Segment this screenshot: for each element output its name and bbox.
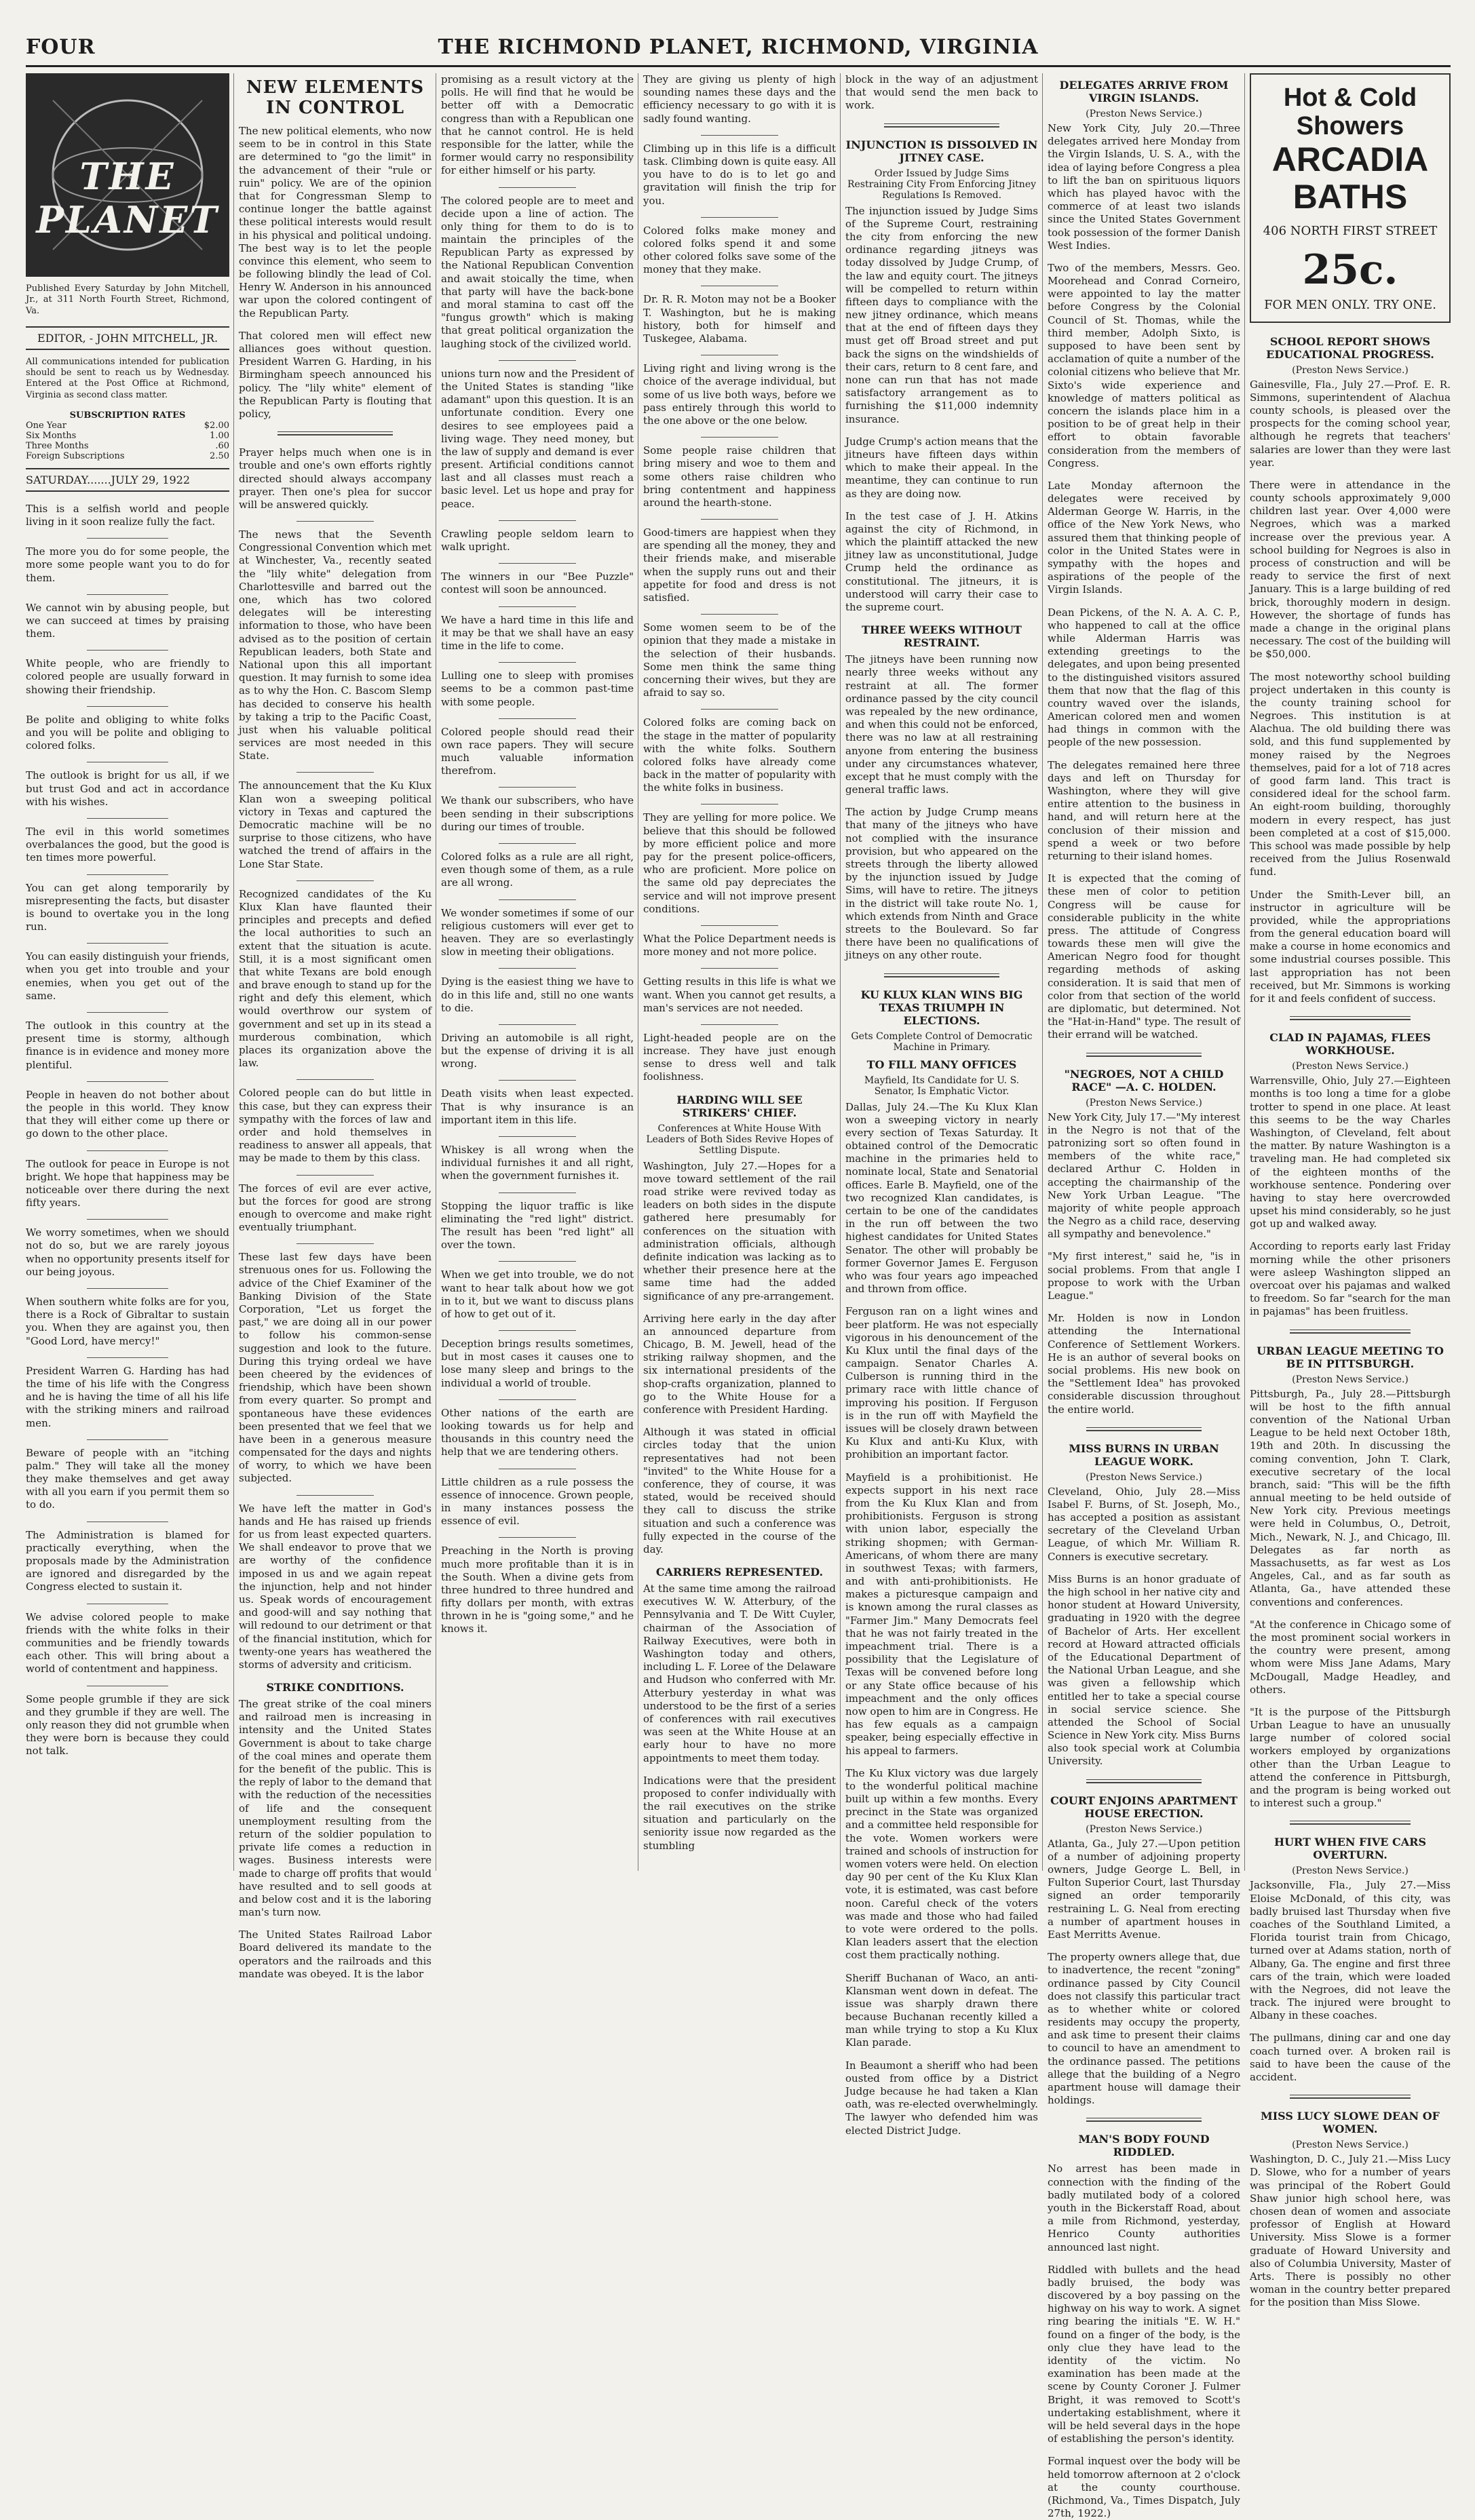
news-service-credit: (Preston News Service.) bbox=[1292, 1061, 1409, 1072]
separator bbox=[499, 1080, 576, 1081]
paragraph: The colored people are to meet and decide upon a line of action. The only thing for them to do is to maintain the principles of the Republican Party as expressed by the National Republican Convention and await stoically the time, when that party will have the back-bone and moral stamina to cast off the "fungus growth" which is making that great political organization the laughing stock of the civilized world. bbox=[441, 194, 634, 350]
article-body bbox=[845, 205, 1038, 615]
paragraph: "My first interest," said he, "is in social problems. From that angle I propose to work with the Urban League." bbox=[1048, 1250, 1240, 1302]
article-body bbox=[1250, 1879, 1451, 2084]
article-continuation: block in the way of an adjustment that would send the men back to work. bbox=[845, 73, 1038, 112]
column-rule bbox=[840, 73, 841, 1871]
headline-ku-klux-klan: KU KLUX KLAN WINS BIG TEXAS TRIUMPH IN ELECTIONS. bbox=[860, 988, 1023, 1027]
paragraph: Be polite and obliging to white folks and you will be polite and obliging to colored folks. bbox=[26, 713, 229, 752]
article-body bbox=[845, 653, 1038, 962]
paragraph: The more you do for some people, the more some people want you to do for them. bbox=[26, 545, 229, 584]
separator bbox=[499, 899, 576, 900]
paragraph: There were in attendance in the county schools approximately 9,000 children last year. Over 4,000 were Negroes, which was a marked increase over the previous year. A school building for Negroes is also in process of construction and will be ready to service the first of next January. This is a large building of red brick, thoroughly modern in design. However, the shortage of funds has made a change in the original plans necessary. The cost of the building will be $50,000. bbox=[1250, 478, 1451, 661]
subscription-rates bbox=[26, 410, 229, 461]
article-body bbox=[1048, 1111, 1240, 1416]
paragraph: Some women seem to be of the opinion that they made a mistake in the selection of their husbands. Some men think the same thing concerning their wives, but they are afraid to say so. bbox=[643, 621, 836, 699]
paragraph: Other nations of the earth are looking towards us for help and thousands in this country need the help that we are tendering others. bbox=[441, 1406, 634, 1458]
paragraph: promising as a result victory at the polls. He will find that he would be better off with a Democratic congress than with a Republican one that he cannot control. He is held responsible for the latter, while the former would carry no responsibility for either himself or his party. bbox=[441, 73, 634, 177]
rates-title: SUBSCRIPTION RATES bbox=[69, 410, 186, 421]
paragraph: The outlook for peace in Europe is not bright. We hope that happiness may be noticeable over there during the next fifty years. bbox=[26, 1157, 229, 1209]
paragraph: Getting results in this life is what we want. When you cannot get results, a man's services are not needed. bbox=[643, 975, 836, 1014]
paragraph: New York City, July 17.—"My interest in the Negro is not that of the patronizing sort so often found in members of the white race," declared Arthur C. Holden in accepting the chairmanship of the New York Urban League. "The majority of white people approach the Negro as a child race, deserving all sympathy and benevolence." bbox=[1048, 1110, 1240, 1241]
paragraph: The announcement that the Ku Klux Klan won a sweeping political victory in Texas and captured the Democratic machine will be no surprise to those citizens, who have watched the trend of affairs in the Lone Star State. bbox=[239, 779, 432, 870]
running-head bbox=[26, 27, 1451, 67]
paragraph: Colored people should read their own race papers. They will secure much valuable information therefrom. bbox=[441, 725, 634, 777]
separator bbox=[1290, 2095, 1411, 2099]
headline-three-weeks: THREE WEEKS WITHOUT RESTRAINT. bbox=[862, 623, 1022, 650]
column-5 bbox=[845, 73, 1038, 2137]
paragraph: We have a hard time in this life and it may be that we shall have an easy time in the life to come. bbox=[441, 613, 634, 652]
separator bbox=[87, 538, 168, 539]
subheadline: Mayfield, Its Candidate for U. S. Senator, Is Emphatic Victor. bbox=[864, 1074, 1020, 1097]
paragraph: The great strike of the coal miners and railroad men is increasing in intensity and the United States Government is about to take charge of the coal mines and operate them for the benefit of the public. This is the reply of labor to the demand that with the reduction of the necessities of life and the consequent unemployment resulting from the return of the soldier population to private life comes a reduction in wages. Business interests were made to charge off profits that would have resulted and to sell goods at and below cost and it is the laboring man's turn now. bbox=[239, 1698, 432, 1919]
headline-court: COURT ENJOINS APARTMENT HOUSE ERECTION. bbox=[1050, 1794, 1238, 1820]
paragraph: Light-headed people are on the increase. They have just enough sense to dress well and talk foolishness. bbox=[643, 1031, 836, 1083]
planet-logo bbox=[26, 73, 229, 277]
logo-text: THE PLANET bbox=[36, 155, 219, 241]
paragraph: At the same time among the railroad executives W. W. Atterbury, of the Pennsylvania and T. De Witt Cuyler, chairman of the Association of Railway Executives, were both in Washington today and others, including L. F. Loree of the Delaware and Hudson who conferred with Mr. Atterbury yesterday in what was understood to be the first of a series of conferences with rail executives was seen at the White House at an early hour to have no more appointments to meet them today. bbox=[643, 1583, 836, 1764]
paragraph: The most noteworthy school building project undertaken in this county is the county training school for Negroes. This institution is at Alachua. The old building there was sold, and this fund supplemented by money raised by the Negroes themselves, paid for a lot of 718 acres of good farm land. This tract is considered ideal for the school farm. An eight-room building, thoroughly modern in every respect, has just been completed at a cost of $15,000. This school was made possible by help received from the Julius Rosenwald fund. bbox=[1250, 670, 1451, 878]
paragraph: The outlook is bright for us all, if we but trust God and act in accordance with his wishes. bbox=[26, 769, 229, 808]
separator bbox=[499, 787, 576, 788]
paragraph: The action by Judge Crump means that many of the jitneys who have not complied with the insurance provision, but who appeared on the streets through the liberty allowed by the injunction issued by Judge Sims, will have to retire. The jitneys in the district will take route No. 1, which extends from Ninth and Grace streets to the Boulevard. So far there have been no qualifications of jitneys on any other route. bbox=[845, 806, 1038, 962]
ad-headline: Hot & Cold Showers bbox=[1283, 83, 1417, 140]
headline-virgin-islands: DELEGATES ARRIVE FROM VIRGIN ISLANDS. bbox=[1059, 79, 1229, 104]
paragraph: Death visits when least expected. That is why insurance is an important item in this life. bbox=[441, 1087, 634, 1126]
column-rule bbox=[1042, 73, 1043, 1871]
paragraph: We worry sometimes, when we should not do so, but we are rarely joyous when no opportunity presents itself for our being joyous. bbox=[26, 1226, 229, 1278]
page-number: FOUR bbox=[26, 35, 96, 59]
submission-notice: All communications intended for publication should be sent to reach us by Wednesday. Entered at the Post Office at Richmond, Virginia as second class matter. bbox=[26, 356, 229, 400]
article-body bbox=[239, 1698, 432, 1981]
paragraph: "At the conference in Chicago some of the most prominent social workers in the country were present, among whom were Miss Jane Adams, Mary McDougall, Madge Headley, and others. bbox=[1250, 1618, 1451, 1696]
column-6 bbox=[1048, 73, 1240, 2520]
separator bbox=[87, 818, 168, 819]
paragraph: Atlanta, Ga., July 27.—Upon petition of a number of adjoining property owners, Judge George L. Bell, in Fulton Superior Court, last Thursday signed an order temporarily restraining L. G. Neal from erecting a number of apartment houses in East Merritts Avenue. bbox=[1048, 1837, 1240, 1941]
paragraph: Prayer helps much when one is in trouble and one's own efforts rightly directed should always accompany prayer. Then one's plea for succor will be answered quickly. bbox=[239, 446, 432, 511]
newspaper-title: THE RICHMOND PLANET, RICHMOND, VIRGINIA bbox=[438, 35, 1039, 59]
article-body bbox=[239, 446, 432, 1671]
paragraph: Sheriff Buchanan of Waco, an anti-Klansman went down in defeat. The issue was sharply drawn there because Buchanan recently killed a man while trying to stop a Ku Klux Klan parade. bbox=[845, 1971, 1038, 2049]
separator bbox=[87, 706, 168, 707]
paragraph: Ferguson ran on a light wines and beer platform. He was not especially vigorous in his denouncement of the Ku Klux until the final days of the campaign. Senator Charles A. Culberson is running third in the primary race with little chance of improving his position. If Ferguson is in the run off with Mayfield the issues will be closely drawn between Ku Klux and anti-Ku Klux, with prohibition an important factor. bbox=[845, 1305, 1038, 1461]
paragraph: The jitneys have been running now nearly three weeks without any restraint at all. The former ordinance passed by the city council was repealed by the new ordinance, and when this could not be enforced, there was no law at all restraining anyone from entering the business under any circumstances whatever, except that he must comply with the general traffic laws. bbox=[845, 653, 1038, 796]
separator bbox=[499, 1330, 576, 1331]
headline-holden: "NEGROES, NOT A CHILD RACE" —A. C. HOLDEN. bbox=[1064, 1067, 1224, 1093]
separator bbox=[499, 843, 576, 844]
separator bbox=[884, 973, 999, 977]
paragraph: Warrensville, Ohio, July 27.—Eighteen months is too long a time for a globe trotter to spend in one place. At least this seems to be the way Charles Washington, of Cleveland, felt about the matter. By nature Washington is a traveling man. He had completed six of the eighteen months of the workhouse sentence. Pondering over having to stay here overcrowded upset his mind considerably, so he just got up and walked away. bbox=[1250, 1074, 1451, 1230]
news-service-credit: (Preston News Service.) bbox=[1292, 1374, 1409, 1385]
paragraph: You can get along temporarily by misrepresenting the facts, but disaster is bound to overtake you in the long run. bbox=[26, 881, 229, 933]
paragraph: Mayfield is a prohibitionist. He expects support in his next race from the Ku Klux Klan and from prohibitionists. Ferguson is strong with union labor, especially the striking shopmen; with German-Americans, of whom there are many in southwest Texas; with farmers, and with anti-prohibitionists. He makes a picturesque campaign and is known among the rural classes as "Farmer Jim." Many Democrats feel that he was not fairly treated in the impeachment trial. There is a possibility that the Legislature of Texas will be convened before long or any State office because of his impeachment and the only offices now open to him are in Congress. He has few equals as a campaign speaker, being especially effective in his appeal to farmers. bbox=[845, 1471, 1038, 1757]
editorial-paragraphs bbox=[26, 503, 229, 1758]
paragraph: Colored folks are coming back on the stage in the matter of popularity with the white folks. Southern colored folks have already come back in the matter of popularity with the white folks in business. bbox=[643, 716, 836, 794]
separator bbox=[1290, 1330, 1411, 1334]
separator bbox=[499, 606, 576, 607]
rate-row: Six Months 1.00 bbox=[26, 430, 229, 441]
subheadline: Order Issued by Judge Sims Restraining City From Enforcing Jitney Regulations Is Removed. bbox=[847, 168, 1037, 201]
paragraph: The new political elements, who now seem to be in control in this State are determined to "go the limit" in the advancement of their "rule or ruin" policy. We are of the opinion that for Congressman Slemp to continue longer the battle against these political interests would result in his physical and political undoing. The best way is to let the people convince this element, who seem to be following blindly the lead of Col. Henry W. Anderson in his announced war upon the colored contingent of the Republican Party. bbox=[239, 125, 432, 319]
separator bbox=[296, 1079, 374, 1080]
paragraph: In Beaumont a sheriff who had been ousted from office by a District Judge because he had taken a Klan oath, was re-elected overwhelmingly. The lawyer who defended him was elected District Judge. bbox=[845, 2059, 1038, 2137]
paragraph: Two of the members, Messrs. Geo. Moorehead and Conrad Corneiro, were appointed to lay the matter before Congress by the Colonial Council of St. Thomas, while the third member, Adolph Sixto, is supposed to have been sent by acclamation of quite a number of the colonial citizens who believe that Mr. Sixto's wide experience and knowledge of matters political as concern the islands place him in a position to be of great help in their effort to obtain favorable consideration from the members of Congress. bbox=[1048, 261, 1240, 469]
paragraph: According to reports early last Friday morning while the other prisoners were asleep Washington slipped an overcoat over his pajamas and walked to freedom. So far "search for the man in pajamas" has been fruitless. bbox=[1250, 1240, 1451, 1318]
paragraph: Cleveland, Ohio, July 28.—Miss Isabel F. Burns, of St. Joseph, Mo., has accepted a position as assistant secretary of the Cleveland Urban League, of which Mr. William R. Conners is executive secretary. bbox=[1048, 1485, 1240, 1563]
paragraph: Whiskey is all wrong when the individual furnishes it and all right, when the government furnishes it. bbox=[441, 1144, 634, 1182]
paragraph: Pittsburgh, Pa., July 28.—Pittsburgh will be host to the fifth annual convention of the National Urban League to be held next October 18th, 19th and 20th. In discussing the coming convention, John T. Clark, executive secretary of the local branch, said: "This will be the fifth annual meeting to be held outside of New York city. Previous meetings were held in Columbus, O., Detroit, Mich., Newark, N. J., and Chicago, Ill. Delegates as far north as Massachusetts, as far west as Los Angeles, Cal., and as far south as Atlanta, Ga., have attended these conventions and conferences. bbox=[1250, 1387, 1451, 1608]
paragraph: They are giving us plenty of high sounding names these days and the efficiency necessary to go with it is sadly found wanting. bbox=[643, 73, 836, 125]
separator bbox=[296, 772, 374, 773]
ad-price: 25c. bbox=[1302, 246, 1398, 294]
paragraph: Mr. Holden is now in London attending the International Conference of Settlement Workers. He is an author of several books on social problems. His new book on the "Settlement Idea" has provoked considerable discussion throughout the entire world. bbox=[1048, 1312, 1240, 1416]
paragraph: Riddled with bullets and the head badly bruised, the body was discovered by a boy passing on the highway on his way to work. A signet ring bearing the initials "E. W. H." found on a finger of the body, is the only clue they have lead to the identity of the victim. No examination has been made at the scene by County Coroner J. Fulmer Bright, it was removed to Scott's undertaking establishment, where it will be held several days in the hope of establishing the person's identity. bbox=[1048, 2263, 1240, 2445]
headline-miss-burns: MISS BURNS IN URBAN LEAGUE WORK. bbox=[1069, 1441, 1219, 1468]
separator bbox=[1086, 1427, 1202, 1431]
paragraph: You can easily distinguish your friends, when you get into trouble and your enemies, when you get out of the same. bbox=[26, 950, 229, 1002]
separator bbox=[1086, 2118, 1202, 2122]
paragraph: Colored folks as a rule are all right, even though some of them, as a rule are all wrong. bbox=[441, 851, 634, 889]
publisher-line: Published Every Saturday by John Mitchell, Jr., at 311 North Fourth Street, Richmond, Va. bbox=[26, 284, 229, 316]
separator bbox=[296, 1175, 374, 1176]
paragraph: Beware of people with an "itching palm." They will take all the money they make themselves and get away with all you earn if you permit them so to do. bbox=[26, 1446, 229, 1511]
news-service-credit: (Preston News Service.) bbox=[1292, 2139, 1409, 2151]
separator bbox=[499, 563, 576, 564]
article-body bbox=[1048, 1838, 1240, 2108]
separator bbox=[87, 1150, 168, 1151]
paragraph: We cannot win by abusing people, but we can succeed at times by praising them. bbox=[26, 601, 229, 640]
subheadline-offices: TO FILL MANY OFFICES bbox=[866, 1058, 1017, 1071]
paragraph: When we get into trouble, we do not want to hear talk about how we got in to it, but we want to discuss plans of how to get out of it. bbox=[441, 1268, 634, 1320]
separator bbox=[884, 123, 999, 128]
separator bbox=[499, 1261, 576, 1262]
separator bbox=[87, 943, 168, 944]
paragraph: Recognized candidates of the Ku Klux Klan have flaunted their principles and precepts and defied the local authorities to such an extent that the situation is acute. Still, it is a most significant omen that white Texans are bold enough and brave enough to stand up for the right and defy this element, which would overthrow our system of government and set up in its stead a murderous combination, which places its organization above the law. bbox=[239, 887, 432, 1070]
paragraph: We advise colored people to make friends with the white folks in their communities and be friendly towards each other. This will bring about a world of contentment and happiness. bbox=[26, 1610, 229, 1675]
paragraph: Little children as a rule possess the essence of innocence. Grown people, in many instances possess the essence of evil. bbox=[441, 1475, 634, 1528]
paragraph: We have left the matter in God's hands and He has raised up friends for us from least expected quarters. We shall endeavor to prove that we are worthy of the confidence imposed in us and we again repeat the injunction, help and not hinder us. Speak words of encouragement and good-will and say nothing that will redound to our detriment or that of the financial institution, which for twenty-one years has weathered the storms of adversity and criticism. bbox=[239, 1502, 432, 1671]
paragraph: People in heaven do not bother about the people in this world. They know that they will either come up there or go down to the other place. bbox=[26, 1088, 229, 1140]
article-body bbox=[239, 125, 432, 421]
paragraph: Miss Burns is an honor graduate of the high school in her native city and honor student at Howard University, graduating in 1920 with the degree of Bachelor of Arts. Her excellent record at Howard attracted officials of the Educational Department of the National Urban League, and she was given a fellowship which entitled her to take a special course in social service science. She attended the School of Social Science in New York city. Miss Burns also took special work at Columbia University. bbox=[1048, 1572, 1240, 1768]
news-service-credit: (Preston News Service.) bbox=[1086, 109, 1202, 119]
paragraph: New York City, July 20.—Three delegates arrived here Monday from the Virgin Islands, U. S. A., with the idea of laying before Congress a plea to lift the ban on spirituous liquors which has played havoc with the commerce of at least two islands since the United States Government took possession of the former Danish West Indies. bbox=[1048, 122, 1240, 252]
article-body bbox=[1250, 1388, 1451, 1810]
ad-address: 406 NORTH FIRST STREET bbox=[1263, 223, 1438, 238]
separator bbox=[499, 968, 576, 969]
paragraph: These last few days have been strenuous ones for us. Following the advice of the Chief Examiner of the Banking Division of the State Corporation, "Let us forget the past," we are doing all in our power to follow his common-sense suggestion and look to the future. During this trying ordeal we have been cheered by the evidences of friendship, which have been shown from every quarter. So prompt and spontaneous have these evidences been presented that we feel that we have been in a generous measure compensated for the days and nights of worry, to which we have been subjected. bbox=[239, 1251, 432, 1485]
paragraph: The Administration is blamed for practically everything, when the proposals made by the Administration are ignored and disregarded by the Congress elected to sustain it. bbox=[26, 1528, 229, 1593]
separator bbox=[701, 709, 778, 710]
column-rule bbox=[233, 73, 234, 1871]
paragraph: Gainesville, Fla., July 27.—Prof. E. R. Simmons, superintendent of Alachua county schools, is pleased over the prospects for the coming school year, although he regrets that teachers' salaries are lower than they were last year. bbox=[1250, 378, 1451, 469]
separator bbox=[1290, 1016, 1411, 1020]
article-body bbox=[1048, 1486, 1240, 1768]
separator bbox=[87, 1219, 168, 1220]
headline-jitney: INJUNCTION IS DISSOLVED IN JITNEY CASE. bbox=[845, 138, 1038, 164]
paragraph: When southern white folks are for you, there is a Rock of Gibraltar to sustain you. When they are against you, then "Good Lord, have mercy!" bbox=[26, 1296, 229, 1347]
separator bbox=[87, 1288, 168, 1289]
separator bbox=[296, 1495, 374, 1496]
ad-tagline: FOR MEN ONLY. TRY ONE. bbox=[1264, 297, 1436, 312]
paragraph: Indications were that the president proposed to confer individually with the rail executives on the strike situation and particularly on the seniority issue now regarded as the stumbling bbox=[643, 1774, 836, 1852]
paragraph: Dr. R. R. Moton may not be a Booker T. Washington, but he is making history, both for himself and Tuskegee, Alabama. bbox=[643, 293, 836, 345]
article-body bbox=[1250, 379, 1451, 1006]
paragraph: President Warren G. Harding has had the time of his life with the Congress and he is having the time of all his life with the striking miners and railroad men. bbox=[26, 1364, 229, 1429]
paragraph: Deception brings results sometimes, but in most cases it causes one to lose many sleep and brings to the individual a world of trouble. bbox=[441, 1338, 634, 1389]
news-service-credit: (Preston News Service.) bbox=[1292, 1865, 1409, 1877]
editorial-paragraphs bbox=[441, 73, 634, 1636]
ad-business-name: ARCADIA BATHS bbox=[1271, 140, 1429, 216]
editorial-paragraphs bbox=[643, 73, 836, 1084]
separator bbox=[1290, 1821, 1411, 1825]
subheadline: Gets Complete Control of Democratic Machine in Primary. bbox=[851, 1030, 1033, 1053]
separator bbox=[499, 520, 576, 521]
article-body bbox=[643, 1160, 836, 1556]
paragraph: In the test case of J. H. Atkins against the city of Richmond, in which the plaintiff attacked the new jitney law as unconstitutional, Judge Crump held the ordinance as constitutional. The jitneurs, it is understood will carry their case to the supreme court. bbox=[845, 509, 1038, 613]
separator bbox=[499, 1024, 576, 1025]
arcadia-baths-ad bbox=[1250, 73, 1451, 323]
paragraph: Good-timers are happiest when they are spending all the money, they and their friends make, and miserable when the supply runs out and their appetite for food and dress is not satisfied. bbox=[643, 526, 836, 604]
paragraph: What the Police Department needs is more money and not more police. bbox=[643, 932, 836, 958]
paragraph: The Ku Klux victory was due largely to the wonderful political machine built up within a few months. Every precinct in the State was organized and a committee held responsible for the vote. Women workers were trained and schools of instruction for women voters were held. On election day 90 per cent of the Ku Klux Klan vote, it is estimated, was cast before noon. Careful check of the voters was made and those who had failed to vote were ordered to the polls. Klan leaders assert that the election cost them practically nothing. bbox=[845, 1766, 1038, 1962]
paragraph: Washington, July 27.—Hopes for a move toward settlement of the rail road strike were revived today as leaders on both sides in the dispute gathered here presumably for conferences on the situation with administration officials, although definite indication was lacking as to whether their presence here at the same time had the added significance of any pre-arrangement. bbox=[643, 1159, 836, 1302]
paragraph: The delegates remained here three days and left on Thursday for Washington, where they will give entire attention to the business in hand, and will return here at the conclusion of their mission and spend a week or two before returning to their island homes. bbox=[1048, 758, 1240, 862]
paragraph: "It is the purpose of the Pittsburgh Urban League to have an unusually large number of colored social workers employed by organizations other than the Urban League to attend the conference in Pittsburgh, and the program is being worked out to interest such a group." bbox=[1250, 1705, 1451, 1810]
paragraph: The property owners allege that, due to inadvertence, the recent "zoning" ordinance passed by City Council does not classify this particular tract as to whether white or colored residents may occupy the property, and ask time to present their claims to council to have an amendment to the ordinance passed. The petitions allege that the building of a Negro apartment house will damage their holdings. bbox=[1048, 1951, 1240, 2107]
separator bbox=[499, 1399, 576, 1400]
rate-row: Foreign Subscriptions 2.50 bbox=[26, 450, 229, 461]
separator bbox=[87, 874, 168, 875]
column-7 bbox=[1250, 73, 1451, 2309]
headline-pittsburgh: URBAN LEAGUE MEETING TO BE IN PITTSBURGH. bbox=[1257, 1344, 1444, 1370]
news-service-credit: (Preston News Service.) bbox=[1086, 1823, 1202, 1835]
paragraph: Arriving here early in the day after an announced departure from Chicago, B. M. Jewell, head of the striking railway shopmen, and the six international presidents of the shop-crafts organization, planned to go to the White House for a conference with President Harding. bbox=[643, 1312, 836, 1416]
column-1 bbox=[26, 73, 229, 1864]
paragraph: Formal inquest over the body will be held tomorrow afternoon at 2 o'clock at the county courthouse. (Richmond, Va., Times Dispatch, July 27th, 1922.) bbox=[1048, 2455, 1240, 2520]
paragraph: Some people grumble if they are sick and they grumble if they are well. The only reason they did not grumble when they were born is because they could not talk. bbox=[26, 1692, 229, 1758]
paragraph: Living right and living wrong is the choice of the average individual, but some of us live both ways, before we pass entirely through this world to the one above or the one below. bbox=[643, 362, 836, 427]
column-rule bbox=[1244, 73, 1245, 1871]
paragraph: They are yelling for more police. We believe that this should be followed by more efficient police and more pay for the present police-officers, who are proficient. More police on the same old pay depreciates the service and will not improve present conditions. bbox=[643, 811, 836, 915]
headline-pajamas: CLAD IN PAJAMAS, FLEES WORKHOUSE. bbox=[1269, 1031, 1431, 1058]
headline-body-found: MAN'S BODY FOUND RIDDLED. bbox=[1078, 2133, 1210, 2159]
separator bbox=[701, 1024, 778, 1025]
separator bbox=[87, 1439, 168, 1440]
paragraph: Crawling people seldom learn to walk upright. bbox=[441, 527, 634, 553]
article-body bbox=[1048, 2163, 1240, 2520]
paragraph: The winners in our "Bee Puzzle" contest will soon be announced. bbox=[441, 570, 634, 596]
paragraph: Under the Smith-Lever bill, an instructor in agriculture will be provided, while the appropriations from the general education board will make a course in home economics and some industrial courses possible. This last appropriation has not been received, but Mr. Simmons is working for it and feels confident of success. bbox=[1250, 888, 1451, 1005]
subheadline: Conferences at White House With Leaders of Both Sides Revive Hopes of Settling Dispute. bbox=[646, 1123, 833, 1156]
separator bbox=[1086, 1053, 1202, 1057]
headline-new-elements: NEW ELEMENTS IN CONTROL bbox=[246, 77, 425, 118]
column-3 bbox=[441, 73, 634, 1864]
separator bbox=[499, 718, 576, 719]
article-body bbox=[643, 1583, 836, 1853]
paragraph: We wonder sometimes if some of our religious customers will ever get to heaven. They are so everlastingly slow in meeting their obligations. bbox=[441, 906, 634, 958]
separator bbox=[277, 431, 393, 435]
separator bbox=[701, 804, 778, 805]
separator bbox=[296, 521, 374, 522]
paragraph: We thank our subscribers, who have been sending in their subscriptions during our times of trouble. bbox=[441, 794, 634, 833]
paragraph: Driving an automobile is all right, but the expense of driving it is all wrong. bbox=[441, 1031, 634, 1070]
separator bbox=[499, 187, 576, 188]
paragraph: No arrest has been made in connection with the finding of the badly mutilated body of a colored youth in the Bickerstaff Road, about a mile from Richmond, yesterday, Henrico County authorities announced last night. bbox=[1048, 2163, 1240, 2253]
separator bbox=[701, 217, 778, 218]
paragraph: Dying is the easiest thing we have to do in this life and, still no one wants to die. bbox=[441, 975, 634, 1014]
paragraph: Some people raise children that bring misery and woe to them and some others raise children who bring contentment and happiness around the hearth-stone. bbox=[643, 444, 836, 509]
column-2 bbox=[239, 73, 432, 1980]
paragraph: Washington, D. C., July 21.—Miss Lucy D. Slowe, who for a number of years was principal of the Robert Gould Shaw junior high school here, was chosen dean of women and associate professor of English at Howard University. Miss Slowe is a former graduate of Howard University and also of Columbia University, Master of Arts. There is possibly no other woman in the country better prepared for the position than Miss Slowe. bbox=[1250, 2153, 1451, 2309]
paragraph: Colored people can do but little in this case, but they can express their sympathy with the forces of law and order and hold themselves in readiness to answer all appeals, that may be made to them by this class. bbox=[239, 1087, 432, 1165]
paragraph: unions turn now and the President of the United States is standing "like adamant" upon this question. It is an unfortunate condition. Every one desires to see employees paid a living wage. They need money, but the law of supply and demand is ever present. Artificial conditions cannot last and all classes must reach a basic level. Let us hope and pray for peace. bbox=[441, 367, 634, 510]
separator bbox=[499, 662, 576, 663]
paragraph: The injunction issued by Judge Sims of the Supreme Court, restraining the city from enforcing the new ordinance regarding jitneys was today dissolved by Judge Crump, of the law and equity court. The jitneys will be compelled to return within fifteen days to compliance with the new jitney ordinance, which means that at the end of fifteen days they must get off Broad street and put back the signs on the windshields of their cars, return to 8 cent fare, and none can run that has not made satisfactory arrangement as to furnishing the $11,000 indemnity insurance. bbox=[845, 204, 1038, 425]
headline-lucy-slowe: MISS LUCY SLOWE DEAN OF WOMEN. bbox=[1260, 2110, 1440, 2136]
article-body bbox=[845, 1101, 1038, 2137]
rate-row: One Year $2.00 bbox=[26, 420, 229, 431]
separator bbox=[701, 519, 778, 520]
paragraph: The evil in this world sometimes overbalances the good, but the good is ten times more powerful. bbox=[26, 825, 229, 864]
paragraph: Climbing up in this life is a difficult task. Climbing down is quite easy. All you have to do is to let go and gravitation will finish the trip for you. bbox=[643, 142, 836, 207]
rate-row: Three Months .60 bbox=[26, 440, 229, 451]
paragraph: Late Monday afternoon the delegates were received by Alderman George W. Harris, in the office of the New York News, who assured them that thinking people of color in the United States were in sympathy with the hopes and aspirations of the people of the Virgin Islands. bbox=[1048, 479, 1240, 596]
separator bbox=[701, 925, 778, 926]
separator bbox=[87, 650, 168, 651]
paragraph: The pullmans, dining car and one day coach turned over. A broken rail is said to have been the cause of the accident. bbox=[1250, 2032, 1451, 2084]
separator bbox=[701, 968, 778, 969]
separator bbox=[296, 1243, 374, 1244]
separator bbox=[499, 360, 576, 361]
paragraph: It is expected that the coming of these men of color to petition Congress will be cause for considerable publicity in the white press. The attitude of Congress towards these men will give the American Negro food for thought regarding methods of asking consideration. It is said that men of color from that section of the world are diplomatic, but determined. Not the "Hat-in-Hand" type. The result of their errand will be watched. bbox=[1048, 872, 1240, 1041]
paragraph: Colored folks make money and colored folks spend it and some other colored folks save some of the money that they make. bbox=[643, 224, 836, 276]
paragraph: That colored men will effect new alliances goes without question. President Warren G. Harding, in his Birmingham speech announced his policy. The "lily white" element of the Republican Party is flouting that policy, bbox=[239, 329, 432, 420]
separator bbox=[296, 880, 374, 881]
separator bbox=[87, 1012, 168, 1013]
separator bbox=[87, 1357, 168, 1358]
paragraph: Judge Crump's action means that the jitneurs have fifteen days within which to make their appeal. In the meantime, they can continue to run as they are doing now. bbox=[845, 435, 1038, 500]
news-service-credit: (Preston News Service.) bbox=[1292, 364, 1409, 376]
paragraph: Preaching in the North is proving much more profitable than it is in the South. When a divine gets from three hundred to three hundred and fifty dollars per month, with extras thrown in he is "going some," and he knows it. bbox=[441, 1545, 634, 1635]
separator bbox=[701, 135, 778, 136]
column-4 bbox=[643, 73, 836, 1864]
article-body bbox=[1250, 2153, 1451, 2309]
headline-five-cars: HURT WHEN FIVE CARS OVERTURN. bbox=[1273, 1836, 1427, 1862]
separator bbox=[87, 1521, 168, 1522]
paragraph: The United States Railroad Labor Board delivered its mandate to the operators and the railroads and this mandate was obeyed. It is the labor bbox=[239, 1928, 432, 1980]
headline-carriers: CARRIERS REPRESENTED. bbox=[655, 1566, 824, 1579]
paragraph: This is a selfish world and people living in it soon realize fully the fact. bbox=[26, 502, 229, 528]
paragraph: Although it was stated in official circles today that the union representatives had not been "invited" to the White House for a conference, they of course, it was stated, would be received should they call to discuss the strike situation and such a conference was fully expected in the course of the day. bbox=[643, 1426, 836, 1555]
article-body bbox=[1250, 1074, 1451, 1318]
newspaper-page bbox=[26, 27, 1451, 2520]
paragraph: Jacksonville, Fla., July 27.—Miss Eloise McDonald, of this city, was badly bruised last Thursday when five coaches of the Southland Limited, a Florida tourist train from Chicago, turned over at Adams station, north of Albany, Ga. The engine and first three cars of the train, which were loaded with the Negroes, did not leave the track. The injured were brought to Albany in these coaches. bbox=[1250, 1879, 1451, 2022]
paragraph: Lulling one to sleep with promises seems to be a common past-time with some people. bbox=[441, 670, 634, 708]
paragraph: Stopping the liquor traffic is like eliminating the "red light" district. The result has been "red light" all over the town. bbox=[441, 1199, 634, 1252]
separator bbox=[87, 594, 168, 595]
paragraph: White people, who are friendly to colored people are usually forward in showing their friendship. bbox=[26, 657, 229, 696]
news-service-credit: (Preston News Service.) bbox=[1086, 1097, 1202, 1108]
issue-date: SATURDAY.......JULY 29, 1922 bbox=[26, 468, 229, 492]
news-service-credit: (Preston News Service.) bbox=[1086, 1471, 1202, 1483]
headline-school-report: SCHOOL REPORT SHOWS EDUCATIONAL PROGRESS. bbox=[1266, 334, 1434, 361]
separator bbox=[1086, 1779, 1202, 1783]
headline-strike-conditions: STRIKE CONDITIONS. bbox=[266, 1681, 404, 1694]
separator bbox=[87, 1081, 168, 1082]
headline-harding-strikers: HARDING WILL SEE STRIKERS' CHIEF. bbox=[676, 1093, 803, 1119]
paragraph: Dallas, July 24.—The Ku Klux Klan won a sweeping victory in nearly every section of Texas Saturday. It obtained control of the Democratic machine in the primaries held to nominate local, State and Senatorial offices. Earle B. Mayfield, one of the two recognized Klan candidates, is certain to be one of the candidates in the run off between the two highest candidates for United States Senator. The other will probably be former Governor James E. Ferguson who was four years ago impeached and thrown from office. bbox=[845, 1100, 1038, 1296]
paragraph: Dean Pickens, of the N. A. A. C. P., who happened to call at the office while Alderman Harris was extending greetings to the delegates, and upon being presented to the distinguished visitors assured them that now that the flag of this country waved over the islands, American colored men and women had things in common with the people of the new possession. bbox=[1048, 606, 1240, 749]
separator bbox=[499, 1537, 576, 1538]
article-body bbox=[1048, 122, 1240, 1042]
paragraph: The outlook in this country at the present time is stormy, although finance is in evidence and money more plentiful. bbox=[26, 1020, 229, 1071]
separator bbox=[499, 1136, 576, 1137]
paragraph: The news that the Seventh Congressional Convention which met at Winchester, Va., recently seated the "lily white" delegation from Charlottesville and barred out the one, which has two colored delegates will be interesting information to those, who have been advised as to the position of certain Republican leaders, both State and National upon this all important question. It may furnish to some idea as to why the Hon. C. Bascom Slemp has decided to conserve his health by taking a trip to the Pacific Coast, just when his valuable political services are most needed in this State. bbox=[239, 528, 432, 762]
separator bbox=[701, 437, 778, 438]
separator bbox=[701, 614, 778, 615]
paragraph: The forces of evil are ever active, but the forces for good are strong enough to overcome and make right eventually triumphant. bbox=[239, 1182, 432, 1234]
editor-line: EDITOR, - JOHN MITCHELL, JR. bbox=[26, 326, 229, 350]
